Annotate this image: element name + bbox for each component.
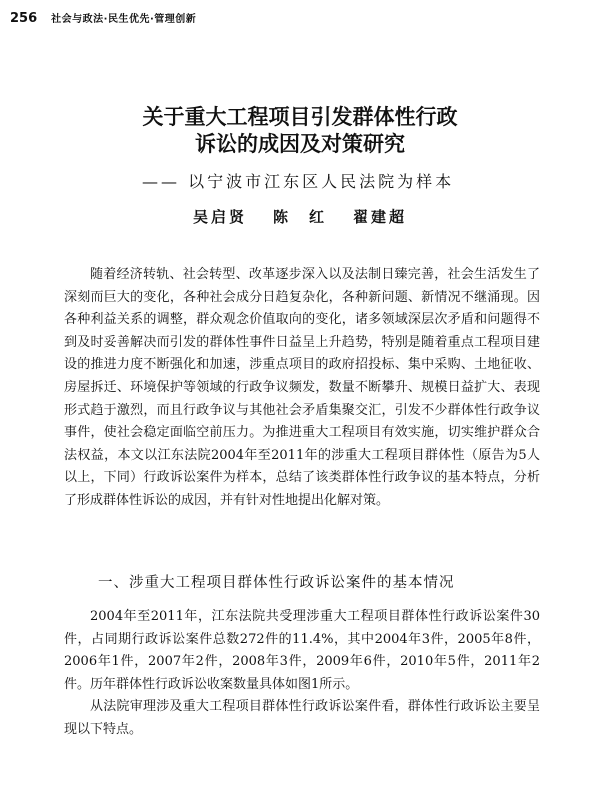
abstract-paragraph: 随着经济转轨、社会转型、改革逐步深入以及法制日臻完善，社会生活发生了深刻而巨大的变化，各种社会成分日趋复杂化，各种新问题、新情况不继涌现。因各种利益关系的调整，群众观念价值取向的变化，诸多领域深层次矛盾和问题得不到及时妥善解决而引发的群体性事件日益呈上升趋势，特别是随着重点工程项目建设的推进力度不断强化和加速，涉重点项目的政府招投标、集中采购、土地征收、房屋拆迁、环境保护等领域的行政争议频发，数量不断攀升、规模日益扩大、表现形式趋于激烈，而且行政争议与其他社会矛盾集聚交汇，引发不少群体性行政争议事件，使社会稳定面临空前压力。为推进重大工程项目有效实施，切实维护群众合法权益，本文以江东法院2004年至2011年的涉重大工程项目群体性（原告为5人以上，下同）行政诉讼案件为样本，总结了该类群体性行政争议的基本特点，分析了形成群体性诉讼的成因，并有针对性地提出化解对策。 xyxy=(64,267,540,508)
author-name: 翟建超 xyxy=(353,208,408,226)
title-line-2: 诉讼的成因及对策研究 xyxy=(195,132,405,156)
body-paragraph: 2004年至2011年，江东法院共受理涉重大工程项目群体性行政诉讼案件30件，占同期行政诉讼案件总数272件的11.4%，其中2004年3件，2005年8件，2006年1件，2007年2件，2008年3件，2009年6件，2010年5件，2011年2件。历年群体性行政诉讼收案数量具体如图1所示。 xyxy=(64,609,540,692)
article-subtitle: —— 以宁波市江东区人民法院为样本 xyxy=(142,172,455,191)
author-name: 吴启贤 xyxy=(192,208,247,226)
author-list xyxy=(0,206,600,227)
section-body xyxy=(64,606,540,742)
running-head: 社会与政法·民生优先·管理创新 xyxy=(51,14,197,25)
article-title xyxy=(0,104,600,158)
page-header xyxy=(10,10,580,26)
body-paragraph: 从法院审理涉及重大工程项目群体性行政诉讼案件看，群体性行政诉讼主要呈现以下特点。 xyxy=(64,699,540,737)
section-heading: 一、涉重大工程项目群体性行政诉讼案件的基本情况 xyxy=(98,575,455,591)
author-name: 陈 红 xyxy=(272,208,327,226)
page-number: 256 xyxy=(10,11,38,26)
abstract-block xyxy=(64,264,540,513)
title-line-1: 关于重大工程项目引发群体性行政 xyxy=(142,105,458,129)
